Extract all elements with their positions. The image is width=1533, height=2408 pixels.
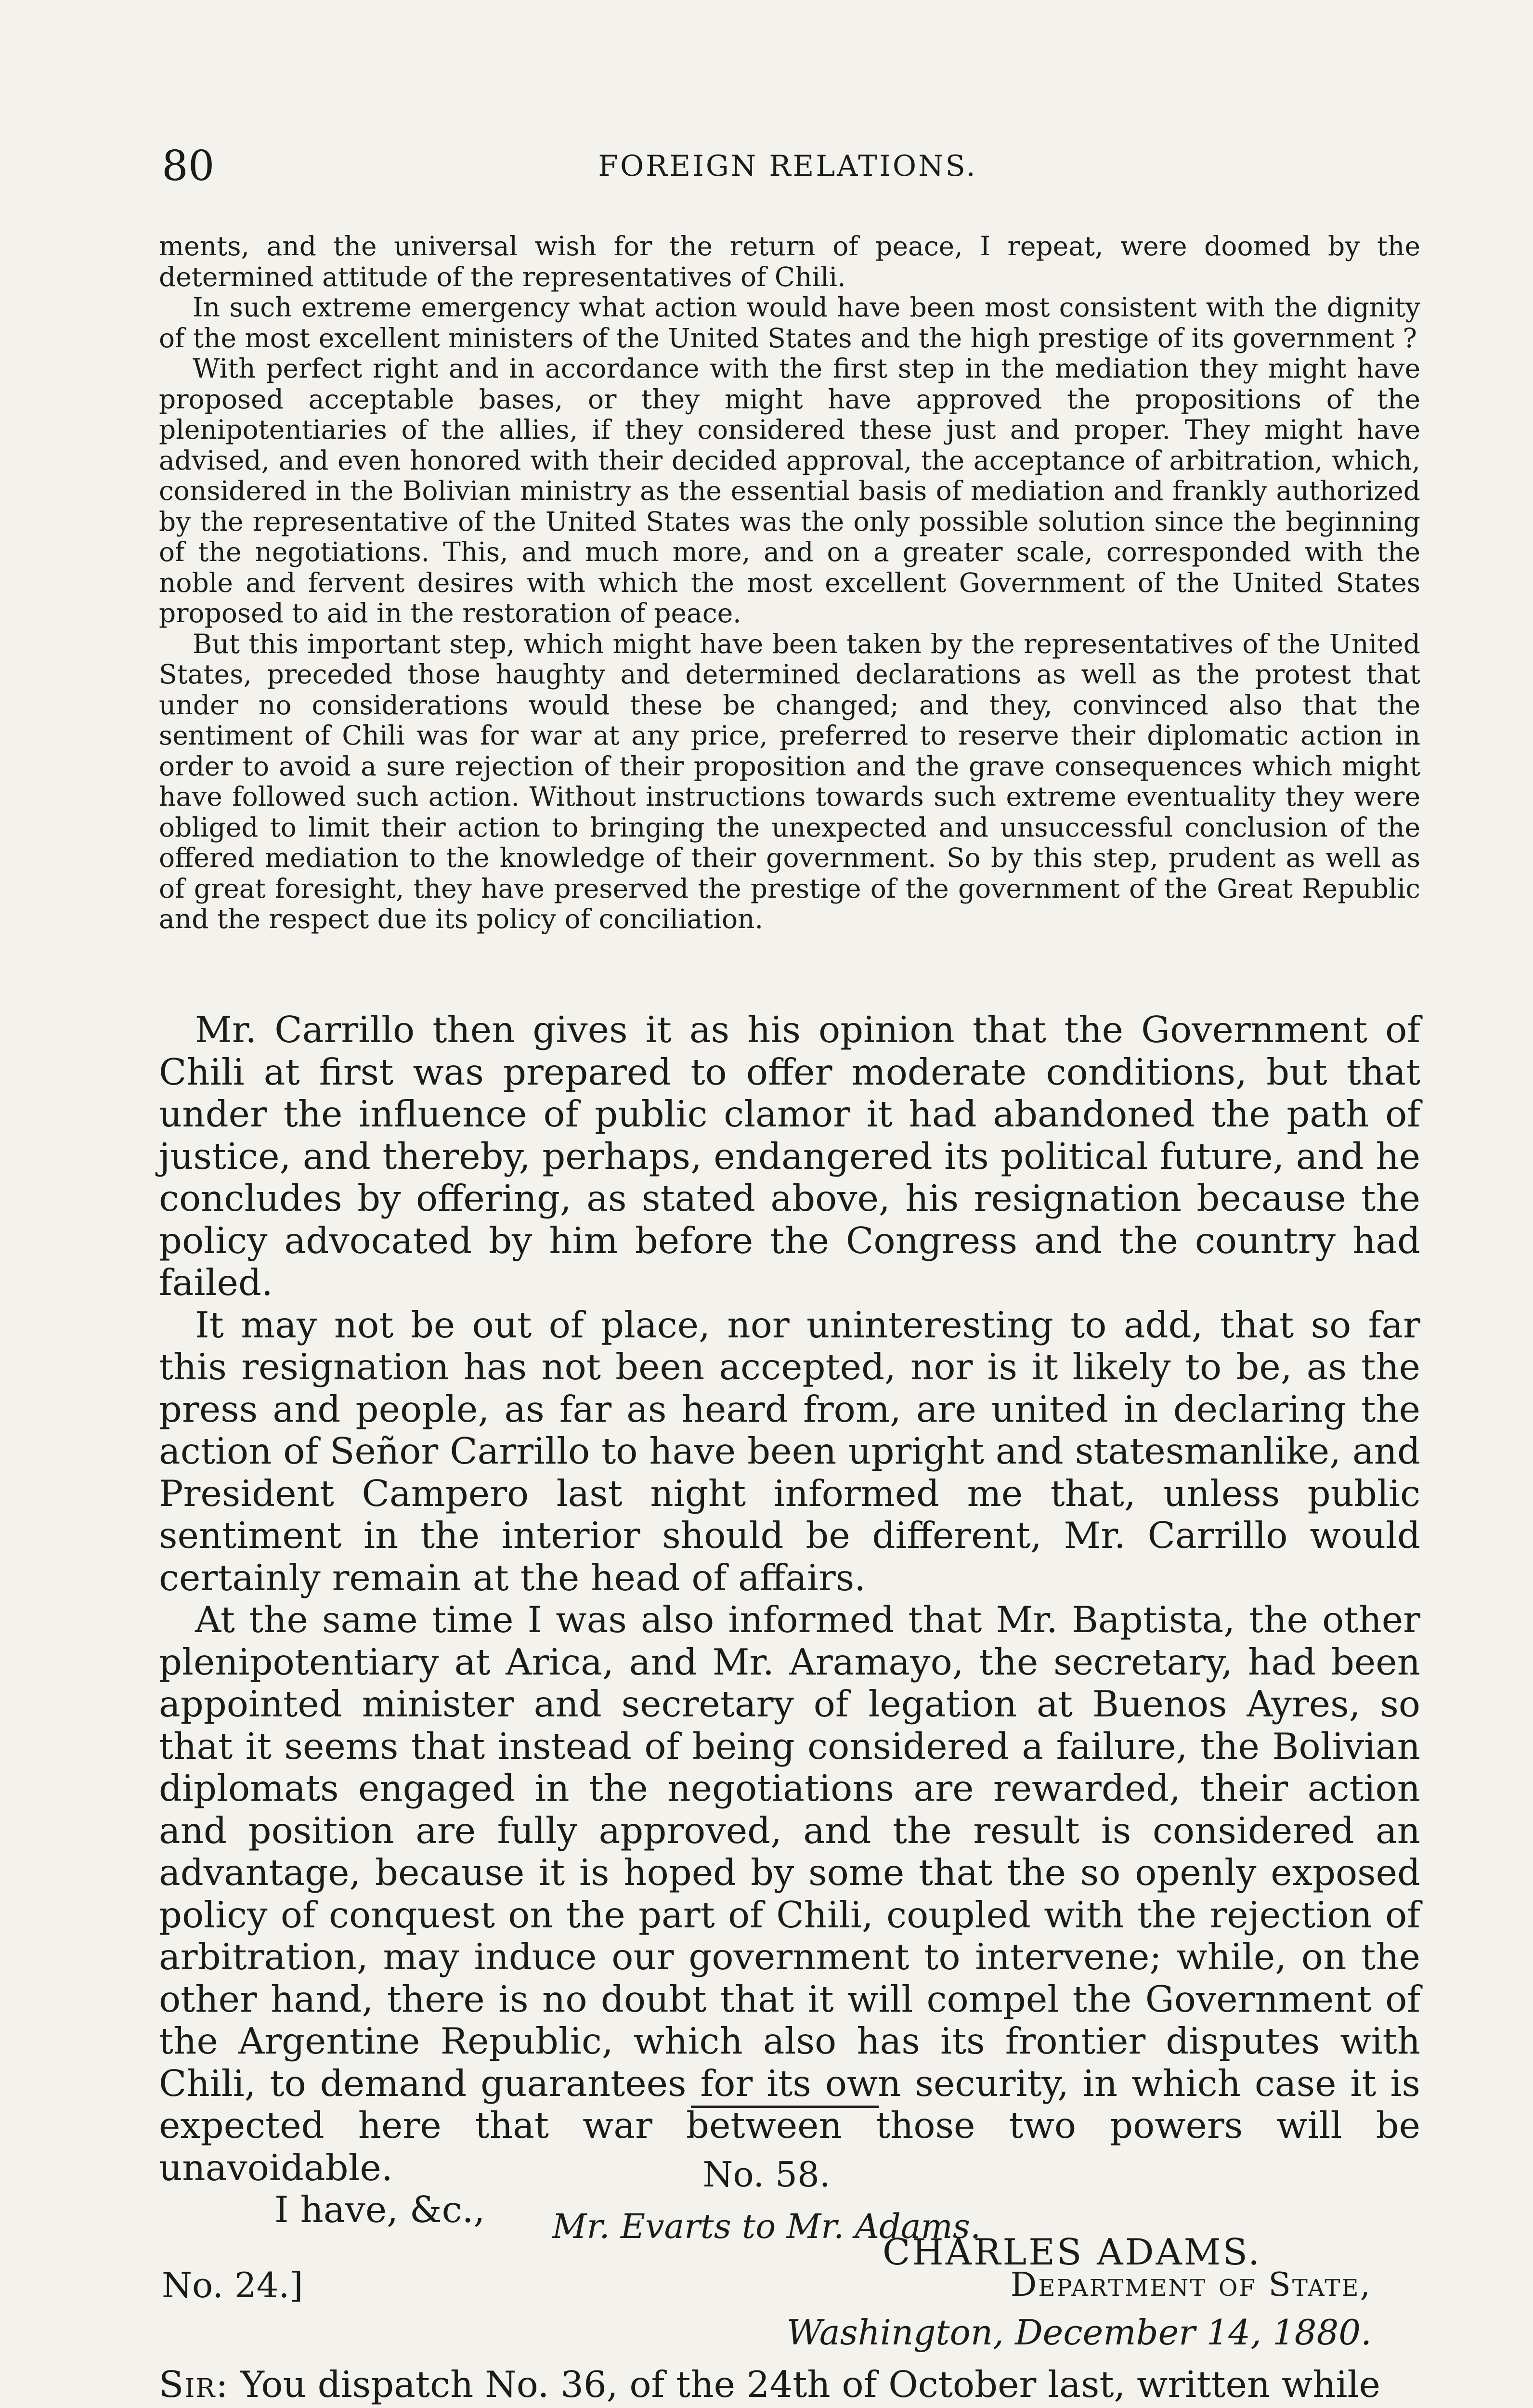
body-paragraph: At the same time I was also informed that Mr. Baptista, the other plenipotentiary at Arica, and Mr. Aramayo, the secretary, had been appointed minister and secretary of legation at Buenos Ayres, so that it seems that instead of being considered a failure, the Bolivian diplomats engaged in the negotiations are rewarded, their action and position are fully approved, and the result is considered an advantage, because it is hoped by some that the so openly exposed policy of conquest on the part of Chili, coupled with the rejection of arbitration, may induce our government to intervene; while, on the other hand, there is no doubt that it will compel the Government of the Argentine Republic, which also has its frontier disputes with Chili, to demand guarantees for its own security, in which case it is expected here that war between those two powers will be unavoidable. [159, 1598, 1420, 2189]
document-title: Mr. Evarts to Mr. Adams. [552, 2207, 981, 2246]
closing: I have, &c., [274, 2188, 485, 2231]
signature: CHARLES ADAMS. [883, 2230, 1261, 2273]
running-head: FOREIGN RELATIONS. [598, 149, 977, 183]
letter-first-line: You dispatch No. 36, of the 24th of October last, written while [229, 2363, 1380, 2406]
quoted-extract [159, 231, 1420, 935]
quoted-paragraph: ments, and the universal wish for the return of peace, I repeat, were doomed by the determined attitude of the representatives of Chili. [159, 231, 1420, 292]
document-number: No. 58. [702, 2154, 831, 2195]
body-paragraph: Mr. Carrillo then gives it as his opinion that the Government of Chili at first was prepared to offer moderate conditions, but that under the influence of public clamor it had abandoned the path of justice, and thereby, perhaps, endangered its political future, and he concludes by offering, as stated above, his resignation because the policy advocated by him before the Congress and the country had failed. [159, 1008, 1420, 1304]
quoted-paragraph: In such extreme emergency what action would have been most consistent with the dignity of the most excellent ministers of the United States and the high prestige of its government ? [159, 292, 1420, 353]
main-text [159, 1009, 1420, 2273]
quoted-paragraph: But this important step, which might have been taken by the representatives of the United States, preceded those haughty and determined declarations as well as the protest that under no considerations would these be changed; and they, convinced also that the sentiment of Chili was for war at any price, preferred to reserve their diplomatic action in order to avoid a sure rejection of their proposition and the grave consequences which might have followed such action. Without instructions towards such extreme eventuality they were obliged to limit their action to bringing the unexpected and unsuccessful conclusion of the offered mediation to the knowledge of their government. So by this step, prudent as well as of great foresight, they have preserved the prestige of the government of the Great Republic and the respect due its policy of conciliation. [159, 628, 1420, 934]
salutation: Sir: [159, 2363, 229, 2406]
section-divider [691, 2106, 879, 2108]
letter-opening [159, 2363, 1420, 2406]
body-paragraph: It may not be out of place, nor uninteresting to add, that so far this resignation has not been accepted, nor is it likely to be, as the press and people, as far as heard from, are united in declaring the action of Señor Carrillo to have been upright and statesmanlike, and President Campero last night informed me that, unless public sentiment in the interior should be different, Mr. Carrillo would certainly remain at the head of affairs. [159, 1303, 1420, 1599]
place-and-date: Washington, December 14, 1880. [787, 2312, 1372, 2353]
page-header [162, 140, 1414, 193]
department-name: Department of State, [1010, 2266, 1372, 2304]
page-number: 80 [162, 142, 215, 190]
quoted-paragraph: With perfect right and in accordance with the first step in the mediation they might have proposed acceptable bases, or they might have approved the propositions of the plenipotentiaries of the allies, if they considered these just and proper. They might have advised, and even honored with their decided approval, the acceptance of arbitration, which, considered in the Bolivian ministry as the essential basis of mediation and frankly authorized by the representative of the United States was the only possible solution since the beginning of the negotiations. This, and much more, and on a greater scale, corresponded with the noble and fervent desires with which the most excellent Government of the United States proposed to aid in the restoration of peace. [159, 353, 1420, 628]
dispatch-reference: No. 24.] [162, 2265, 303, 2305]
